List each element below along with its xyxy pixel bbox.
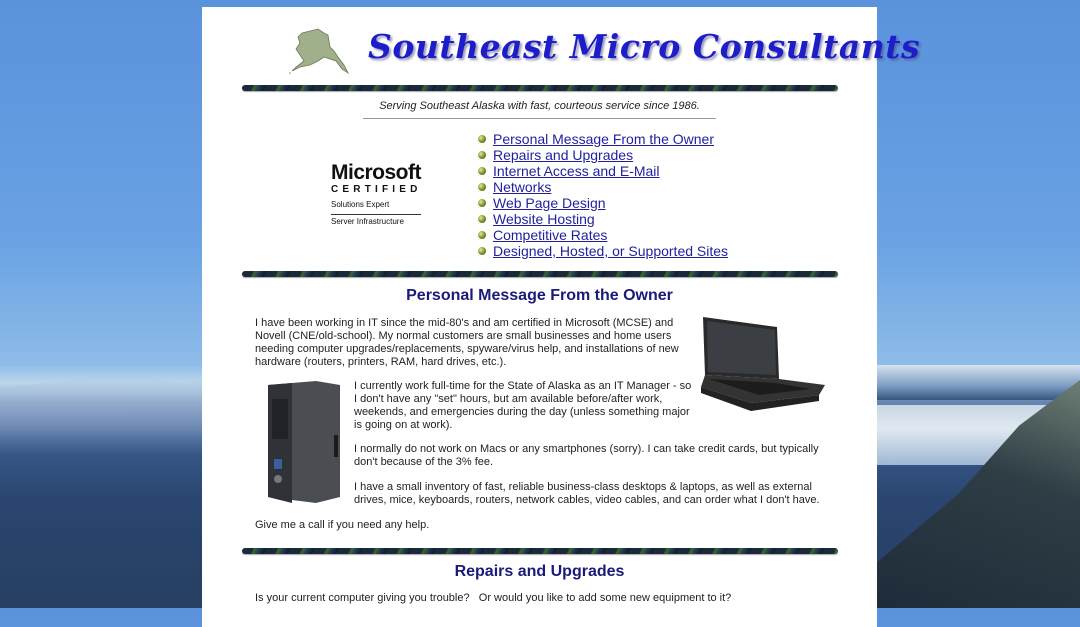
ms-brand: Microsoft <box>331 161 421 184</box>
site-title: Southeast Micro Consultants <box>368 27 921 66</box>
bullet-icon <box>478 167 486 175</box>
nav-link-web-design[interactable]: Web Page Design <box>493 195 606 211</box>
microsoft-certified-badge <box>331 162 431 232</box>
decorative-divider <box>242 271 838 277</box>
owner-paragraph-5: Give me a call if you need any help. <box>255 519 430 531</box>
section-title-owner: Personal Message From the Owner <box>406 287 673 304</box>
owner-paragraph-1: I have been working in IT since the mid-80's and am certified in Microsoft (MCSE) and Novell (CNE/old-school). My normal customers are small businesses and home users needing computer upgrades/replacements, spyware/virus help, and installations of new hardware (routers, printers, RAM, hard drives, etc.). <box>255 317 679 368</box>
bullet-icon <box>478 183 486 191</box>
nav-menu <box>478 131 728 259</box>
nav-link-hosting[interactable]: Website Hosting <box>493 211 595 227</box>
repairs-paragraph-1: Is your current computer giving you trouble? Or would you like to add some new equipment to it? <box>255 592 732 604</box>
bullet-icon <box>478 151 486 159</box>
ms-level: Solutions Expert <box>331 200 390 209</box>
nav-item <box>478 195 728 211</box>
tagline-rule <box>363 118 716 119</box>
nav-link-internet-email[interactable]: Internet Access and E-Mail <box>493 163 660 179</box>
ms-track: Server Infrastructure <box>331 217 404 226</box>
page-container <box>202 7 921 627</box>
decorative-divider <box>242 85 838 91</box>
nav-item <box>478 227 728 243</box>
bullet-icon <box>478 199 486 207</box>
site-header <box>202 7 921 87</box>
nav-item <box>478 147 728 163</box>
laptop-image <box>699 317 827 419</box>
nav-item <box>478 131 728 147</box>
nav-item <box>478 211 728 227</box>
owner-paragraph-2: I currently work full-time for the State of Alaska as an IT Manager - so I don't have any "set" hours, but am available before/after work, weekends, and emergencies during the day (unless something major is going on at work). <box>354 380 692 431</box>
decorative-divider <box>242 548 838 554</box>
nav-link-rates[interactable]: Competitive Rates <box>493 227 608 243</box>
nav-link-networks[interactable]: Networks <box>493 179 552 195</box>
section-title-repairs: Repairs and Upgrades <box>454 563 625 580</box>
desktop-tower-image <box>266 379 342 505</box>
background-left-mountain <box>0 375 205 455</box>
background-far-mountains <box>877 365 1080 400</box>
bullet-icon <box>478 135 486 143</box>
ms-rule <box>331 214 421 215</box>
owner-paragraph-3: I normally do not work on Macs or any smartphones (sorry). I can take credit cards, but typically don't because of the 3% fee. <box>354 443 819 468</box>
nav-link-personal-message[interactable]: Personal Message From the Owner <box>493 131 714 147</box>
tagline: Serving Southeast Alaska with fast, courteous service since 1986. <box>379 100 700 112</box>
nav-link-repairs[interactable]: Repairs and Upgrades <box>493 147 634 163</box>
bullet-icon <box>478 215 486 223</box>
nav-item <box>478 243 728 259</box>
bullet-icon <box>478 247 486 255</box>
owner-paragraph-4: I have a small inventory of fast, reliable business-class desktops & laptops, as well as external drives, mice, keyboards, routers, network cables, video cables, and can order what I don't have. <box>354 481 820 506</box>
ms-certified: CERTIFIED <box>331 184 422 195</box>
nav-link-sites[interactable]: Designed, Hosted, or Supported Sites <box>493 243 729 259</box>
nav-item <box>478 163 728 179</box>
nav-item <box>478 179 728 195</box>
alaska-map-icon <box>288 27 350 75</box>
bullet-icon <box>478 231 486 239</box>
